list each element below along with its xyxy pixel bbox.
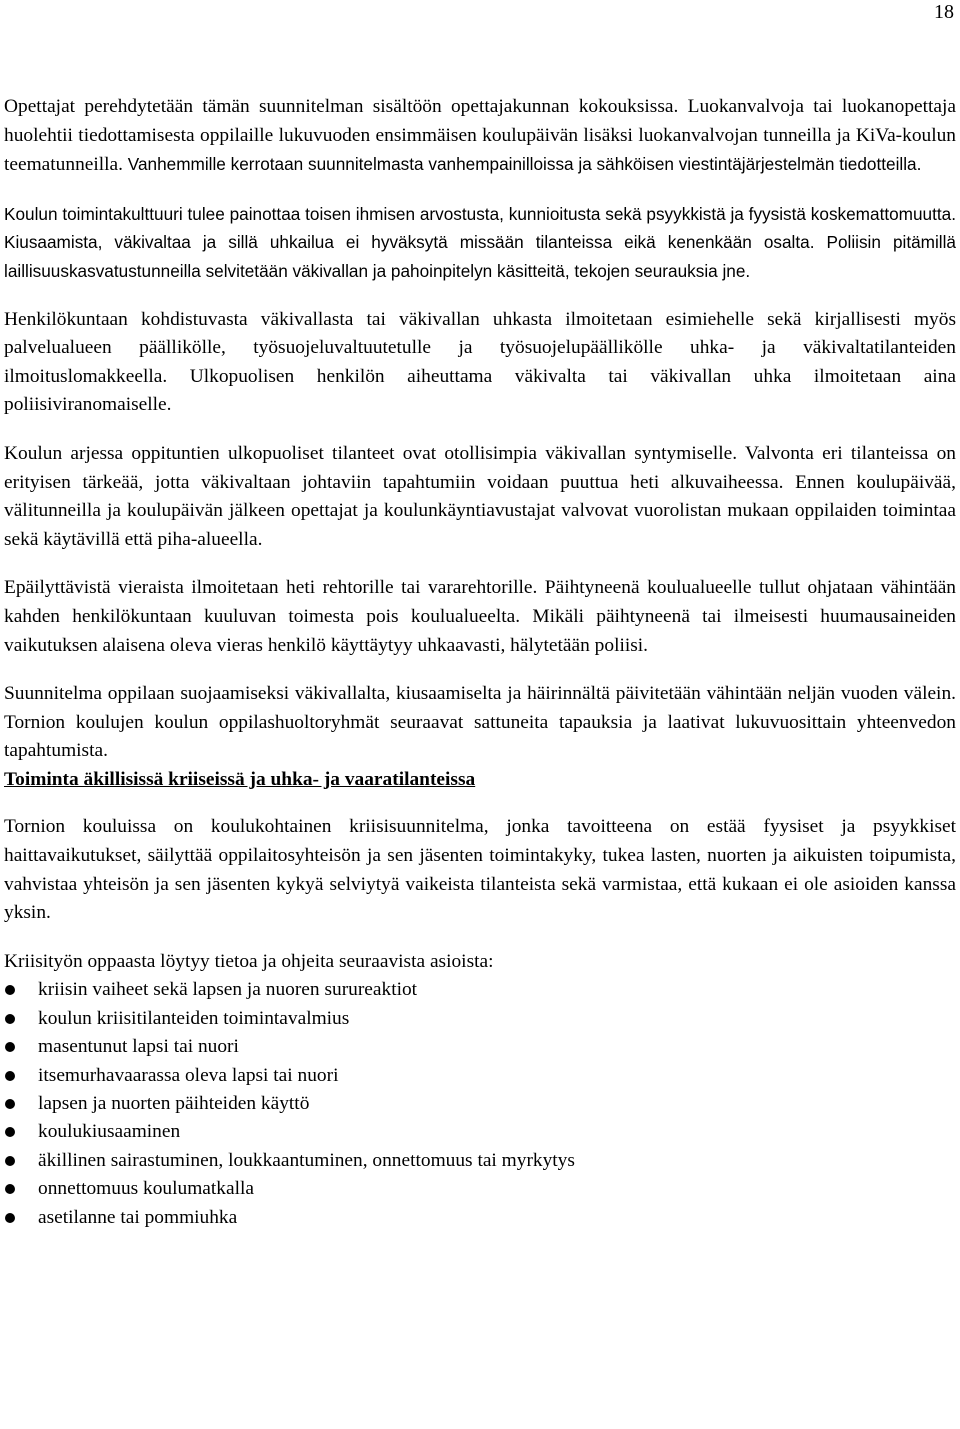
list-item-text: koulun kriisitilanteiden toimintavalmius: [38, 1007, 350, 1029]
paragraph-school-culture: Koulun toimintakulttuuri tulee painottaa toisen ihmisen arvostusta, kunnioitusta sekä psyykkistä ja fyysistä koskemattomuutta. Kiusaamista, väkivaltaa ja sillä uhkailua ei hyväksytä missään tilanteissa eikä kenenkään osalta. Poliisin pitämillä laillisuuskasvatustunneilla selvitetään väkivallan ja pahoinpitelyn käsitteitä, tekojen seurauksia jne.: [4, 203, 956, 281]
list-item-text: onnettomuus koulumatkalla: [38, 1178, 254, 1200]
paragraph-crisis-plan: Tornion kouluissa on koulukohtainen kriisisuunnitelma, jonka tavoitteena on estää fyysiset ja psyykkiset haittavaikutukset, säilyttää oppilaitosyhteisön ja sen jäsenten toimintakyky, tukea lasten, nuorten ja aikuisten toipumista, vahvistaa yhteisön ja sen jäsenten kykyä selviytyä vaikeista tilanteista sekä varmistaa, että kukaan ei ole asioiden kanssa yksin.: [4, 816, 956, 924]
section-heading: Toiminta äkillisissä kriiseissä ja uhka- ja vaaratilanteissa: [4, 768, 476, 790]
list-item: [4, 976, 956, 1004]
bullet-icon: [5, 1099, 15, 1109]
bullet-icon: [5, 1184, 15, 1194]
bullet-icon: [5, 1042, 15, 1052]
paragraph-staff-violence: Henkilökuntaan kohdistuvasta väkivallasta tai väkivallan uhkasta ilmoitetaan esimiehelle sekä kirjallisesti myös palvelualueen päällikölle, työsuojeluvaltuutetulle ja työsuojelupäällikölle uhka- ja väkivaltatilanteiden ilmoituslomakkeella. Ulkopuolisen henkilön aiheuttama väkivalta tai väkivallan uhka ilmoitetaan aina poliisiviranomaiselle.: [4, 308, 956, 416]
list-item-text: kriisin vaiheet sekä lapsen ja nuoren surureaktiot: [38, 979, 418, 1001]
list-item: [4, 1033, 956, 1061]
list-item: [4, 1062, 956, 1090]
list-intro: Kriisityön oppaasta löytyy tietoa ja ohjeita seuraavista asioista:: [4, 950, 494, 972]
list-item-text: koulukiusaaminen: [38, 1121, 181, 1143]
list-item: [4, 1118, 956, 1146]
list-item-text: äkillinen sairastuminen, loukkaantuminen, onnettomuus tai myrkytys: [38, 1149, 575, 1171]
bullet-icon: [5, 1127, 15, 1137]
list-item: [4, 1147, 956, 1175]
crisis-topics-list: [4, 976, 956, 1232]
list-item: [4, 1175, 956, 1203]
list-item-text: lapsen ja nuorten päihteiden käyttö: [38, 1093, 310, 1115]
list-item: [4, 1204, 956, 1232]
bullet-icon: [5, 1213, 15, 1223]
paragraph-text-parents: Vanhemmille kerrotaan suunnitelmasta vanhempainilloissa ja sähköisen viestintäjärjestelmän tiedotteilla.: [123, 154, 922, 175]
list-item: [4, 1090, 956, 1118]
bullet-icon: [5, 1014, 15, 1024]
list-item-text: masentunut lapsi tai nuori: [38, 1036, 239, 1058]
document-body: [4, 93, 956, 1232]
bullet-icon: [5, 985, 15, 995]
page-number: 18: [934, 1, 954, 23]
paragraph-supervision: Koulun arjessa oppituntien ulkopuoliset tilanteet ovat otollisimpia väkivallan syntymiselle. Valvonta eri tilanteissa on erityisen tärkeää, jotta väkivaltaan johtaviin tapahtumiin voidaan puuttua heti alkuvaiheessa. Ennen koulupäivää, välitunneilla ja koulupäivän jälkeen opettajat ja koulunkäyntiavustajat valvovat vuorolistan mukaan oppilaiden toimintaa sekä käytävillä että piha-alueella.: [4, 442, 956, 550]
list-item-text: itsemurhavaarassa oleva lapsi tai nuori: [38, 1064, 339, 1086]
paragraph-suspicious-visitors: Epäilyttävistä vieraista ilmoitetaan heti rehtorille tai vararehtorille. Päihtyneenä koulualueelle tullut ohjataan vähintään kahden henkilökuntaan kuuluvan toimesta pois koulualueelta. Mikäli päihtyneenä tai ilmeisesti huumausaineiden vaikutuksen alaisena oleva vieras henkilö käyttäytyy uhkaavasti, hälytetään poliisi.: [4, 577, 956, 656]
list-item-text: asetilanne tai pommiuhka: [38, 1206, 238, 1228]
paragraph-text: Opettajat perehdytetään tämän suunnitelman sisältöön opettajakunnan kokouksissa. Luokanvalvoja tai luokanopettaja huolehtii tiedottamisesta oppilaille lukuvuoden ensimmäisen koulupäivän lisäksi luokanvalvojan tunneilla ja KiVa-koulun teematunneilla.: [4, 96, 956, 176]
bullet-icon: [5, 1156, 15, 1166]
paragraph-plan-update: Suunnitelma oppilaan suojaamiseksi väkivallalta, kiusaamiselta ja häirinnältä päivitetään vähintään neljän vuoden välein. Tornion koulujen koulun oppilashuoltoryhmät seuraavat sattuneita tapauksia ja laativat lukuvuosittain yhteenvedon tapahtumista.: [4, 683, 956, 762]
list-item: [4, 1005, 956, 1033]
paragraph-teacher-info: [4, 93, 956, 180]
bullet-icon: [5, 1071, 15, 1081]
